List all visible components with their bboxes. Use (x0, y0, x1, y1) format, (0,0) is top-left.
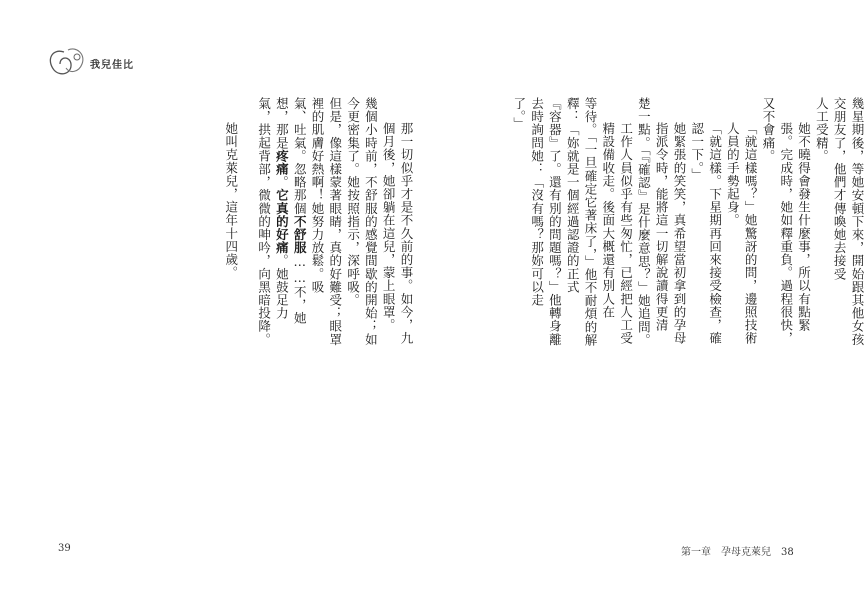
text-line: 人工受精。 (814, 97, 830, 163)
text-span: 。 (274, 175, 290, 189)
text-line: 工作人員似乎有些匆忙，已經把人工受精設備收走。後面大概還有別人在 (600, 122, 634, 345)
paragraph-break (240, 97, 255, 347)
publisher-logo (44, 44, 164, 80)
text-line: 『容器』了。還有別的問題嗎？」他轉身離去時詢問她：「沒有嗎？那妳可以走 (529, 97, 563, 346)
text-line: 又不會痛。 (760, 97, 776, 163)
text-line: 她緊張的笑笑，真希望當初拿到的孕母指派令時，能將這一切解說讀得更清 (654, 122, 687, 345)
text-line: 幾個小時前，不舒服的感覺間歇的開始；如今更密集了。她按照指示，深呼吸。 (345, 97, 379, 346)
bold-text: 疼痛 (274, 149, 290, 176)
text-line: 那一切似乎才是不久前的事。如今，九個月後，她卻躺在這兒，蒙上眼罩。 (381, 122, 414, 345)
text-line: 氣，拱起背部，微微的呻吟，向黑暗投降。 (256, 97, 272, 346)
text-line: 但是，像這樣蒙著眼睛，真的好難受；眼罩裡的肌膚好熱啊！她努力放鬆。吸 (309, 97, 343, 346)
text-line: 她不曉得會發生什麼事，所以有點緊張。完成時，她如釋重負。過程很快， (778, 122, 812, 345)
text-line: 幾星期後，等她安頓下來，開始跟其他女孩交朋友了，他們才傳喚她去接受 (832, 97, 865, 346)
text-line: 楚一點。「『確認』是什麼意思？」她追問。 (636, 97, 652, 347)
text-line: 等待。「一旦確定它著床了，」他不耐煩的解釋：「妳就是一個經過認證的正式 (565, 97, 598, 347)
text-line: 她叫克萊兒，這年十四歲。 (223, 122, 239, 280)
bold-text: 不舒服 (292, 214, 308, 255)
running-head: 第一章 孕母克萊兒 38 (681, 547, 794, 558)
left-body-text (222, 97, 415, 347)
page-number: 39 (58, 543, 71, 554)
text-span: 。她鼓足力 (274, 254, 290, 320)
bold-text: 它真的好痛 (274, 188, 290, 255)
right-body-text (510, 97, 866, 353)
logo-swirl-icon (44, 44, 90, 80)
text-line: 「就這樣嗎？」她驚訝的問，邊照技術人員的手勢起身。 (725, 122, 759, 345)
logo-text: 我兒佳比 (90, 60, 134, 71)
text-span: 氣、吐氣。忽略那個 (292, 97, 308, 215)
right-page (420, 0, 865, 596)
text-span: ……不，她想，那是 (274, 97, 308, 325)
text-line-mixed (273, 97, 309, 347)
left-page (0, 0, 420, 596)
text-line: 了。」 (511, 97, 527, 131)
text-line: 「就這樣。下星期再回來接受檢查，確認一下。」 (689, 122, 723, 345)
